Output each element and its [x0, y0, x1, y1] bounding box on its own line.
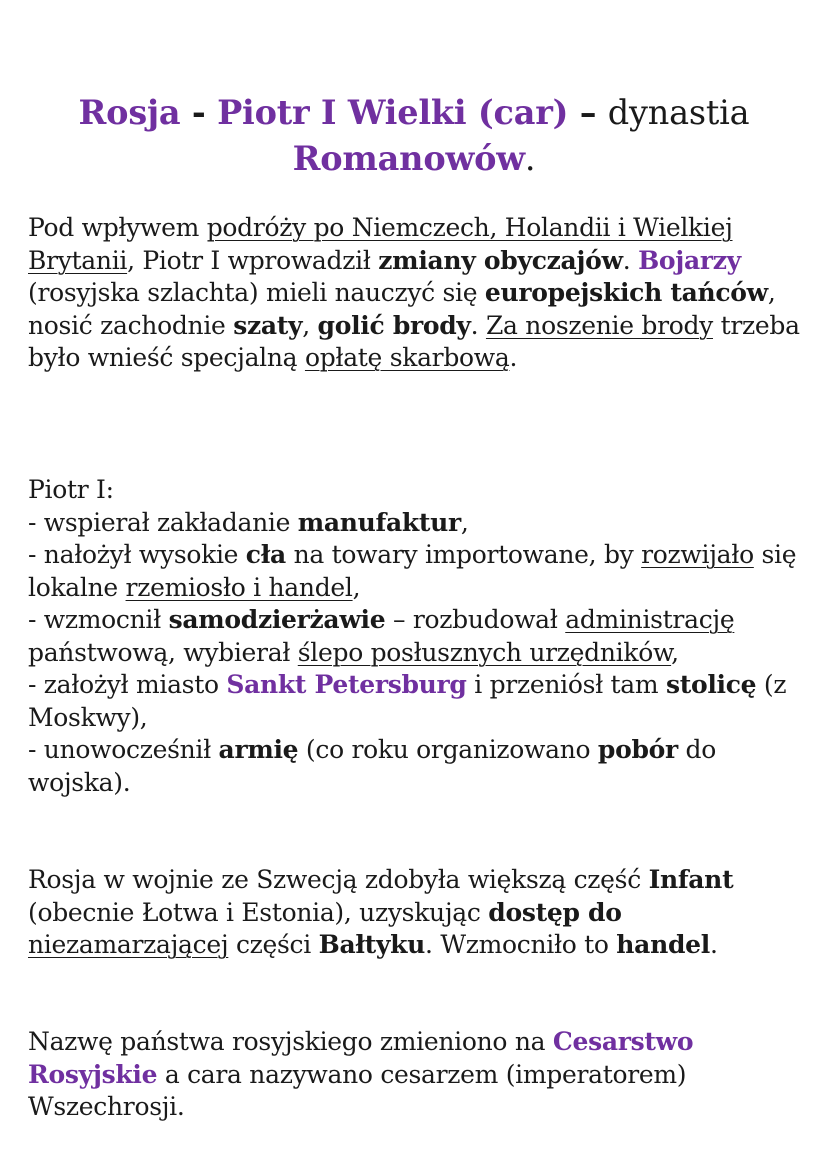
- list-item: [28, 604, 818, 669]
- paragraph-empire: [28, 1026, 818, 1124]
- text: (obecnie Łotwa i Estonia), uzyskując: [28, 897, 489, 927]
- text: - wspierał zakładanie: [28, 507, 298, 537]
- underlined-text: Za noszenie brody: [485, 310, 713, 340]
- list-item: [28, 507, 818, 540]
- title-dynastia: dynastia: [607, 93, 750, 132]
- highlight-text: Sankt Petersburg: [226, 670, 467, 699]
- list-item: [28, 669, 818, 734]
- text: .: [470, 310, 486, 340]
- bold-text: armię: [218, 735, 299, 764]
- text: ,: [302, 310, 318, 340]
- text: ,: [460, 507, 469, 537]
- bold-text: Bałtyku: [318, 930, 426, 959]
- bold-text: manufaktur: [297, 507, 461, 537]
- text: części: [228, 930, 319, 959]
- paragraph-customs: [28, 212, 818, 375]
- title-end: .: [524, 139, 536, 178]
- underlined-text: niezamarzającej: [28, 930, 229, 959]
- underlined-text: podróży po Niemczech, Holandii i Wielkiej Brytanii: [28, 213, 733, 275]
- bold-text: handel: [616, 930, 710, 959]
- text: trzeba było wnieść specjalną: [28, 310, 800, 372]
- text: do wojska).: [28, 735, 717, 797]
- bold-text: szaty: [233, 310, 303, 340]
- text: .: [509, 343, 518, 372]
- paragraph-sweden-war: [28, 864, 818, 962]
- title-rosja: Rosja: [78, 93, 181, 132]
- text: i przeniósł tam: [466, 670, 666, 699]
- text: ,: [352, 572, 361, 602]
- text: państwową, wybierał: [28, 637, 298, 667]
- text: - nałożył wysokie: [28, 540, 246, 569]
- bold-text: zmiany obyczajów: [378, 245, 623, 275]
- text: Rosja w wojnie ze Szwecją zdobyła większą część: [28, 865, 649, 894]
- text: ,: [671, 637, 679, 667]
- bold-text: cła: [245, 540, 286, 569]
- title-sep2: –: [568, 93, 608, 132]
- underlined-text: opłatę skarbową: [304, 343, 510, 372]
- text: się lokalne: [28, 540, 797, 602]
- underlined-text: rzemiosło i handel: [125, 572, 353, 602]
- page-title: [30, 90, 798, 182]
- list-item: [28, 539, 818, 604]
- highlight-text: Bojarzy: [638, 245, 741, 275]
- underlined-text: rozwijało: [641, 540, 754, 569]
- list-item: [28, 734, 818, 799]
- list-reforms: [28, 474, 818, 799]
- bold-text: dostęp do: [488, 897, 622, 927]
- title-romanowow: Romanowów: [292, 139, 525, 178]
- bold-text: samodzierżawie: [168, 605, 386, 634]
- text: a cara nazywano cesarzem (imperatorem) Wszechrosji.: [28, 1059, 687, 1121]
- text: , Piotr I wprowadził: [127, 245, 379, 275]
- text: - wzmocnił: [28, 605, 169, 634]
- text: (z Moskwy),: [28, 670, 787, 732]
- highlight-text: Cesarstwo Rosyjskie: [28, 1027, 694, 1089]
- text: (rosyjska szlachta) mieli nauczyć się: [28, 278, 485, 307]
- text: na towary importowane, by: [285, 540, 642, 569]
- title-piotr: Piotr I Wielki (car): [217, 93, 569, 132]
- text: (co roku organizowano: [298, 735, 598, 764]
- text: Pod wpływem: [28, 213, 207, 242]
- text: Nazwę państwa rosyjskiego zmieniono na: [28, 1027, 553, 1056]
- text: .: [622, 245, 639, 275]
- bold-text: golić brody: [317, 310, 471, 340]
- underlined-text: ślepo posłusznych urzędników: [297, 637, 672, 667]
- text: , nosić zachodnie: [28, 278, 776, 340]
- bold-text: Infant: [648, 865, 734, 894]
- bold-text: stolicę: [665, 670, 757, 699]
- text: - założył miasto: [28, 670, 227, 699]
- text: - unowocześnił: [28, 735, 219, 764]
- underlined-text: administrację: [565, 605, 735, 634]
- text: – rozbudował: [385, 605, 566, 634]
- bold-text: europejskich tańców: [484, 278, 768, 307]
- text: .: [709, 930, 718, 959]
- bold-text: pobór: [597, 735, 678, 764]
- text: . Wzmocniło to: [425, 930, 617, 959]
- title-sep1: -: [180, 93, 218, 132]
- list-intro: Piotr I:: [28, 475, 114, 504]
